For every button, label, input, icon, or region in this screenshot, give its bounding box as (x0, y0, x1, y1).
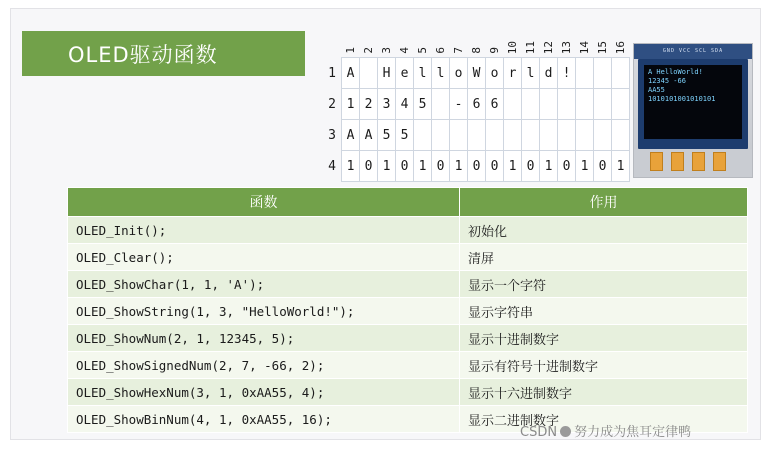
char-grid-cell (558, 120, 576, 151)
char-grid-row-label: 3 (328, 127, 336, 143)
char-grid-cell: l (522, 58, 540, 89)
slide-title-bar (22, 31, 305, 76)
char-grid-cell: o (486, 58, 504, 89)
function-name-cell: OLED_ShowChar(1, 1, 'A'); (68, 271, 460, 298)
char-grid-col-11: 11 (524, 40, 537, 54)
char-grid-cell: 1 (342, 89, 360, 120)
char-grid-cell: 3 (378, 89, 396, 120)
char-grid-row (323, 151, 630, 182)
function-table-inner (67, 187, 748, 433)
char-grid-cell: r (504, 58, 522, 89)
function-desc-cell: 初始化 (460, 217, 748, 244)
char-grid-cell: l (414, 58, 432, 89)
char-grid-cell: 1 (540, 151, 558, 182)
oled-screen-line: 1010101001010101 (648, 95, 716, 103)
char-grid-col-13: 13 (560, 40, 573, 54)
char-grid (323, 31, 630, 182)
table-row (68, 325, 748, 352)
function-desc-cell: 显示十进制数字 (460, 325, 748, 352)
char-grid-col-1: 1 (344, 47, 357, 54)
char-grid-row-label: 1 (328, 65, 336, 81)
oled-pin-header-icon (650, 152, 663, 171)
char-grid-cell (504, 89, 522, 120)
char-grid-cell (594, 120, 612, 151)
function-table-header-fn: 函数 (68, 188, 460, 217)
char-grid-cell: 6 (486, 89, 504, 120)
char-grid-cell (504, 120, 522, 151)
function-name-cell: OLED_ShowNum(2, 1, 12345, 5); (68, 325, 460, 352)
oled-pin-header-icon (713, 152, 726, 171)
char-grid-cell (594, 58, 612, 89)
char-grid-row (323, 89, 630, 120)
char-grid-cell: ! (558, 58, 576, 89)
char-grid-row (323, 58, 630, 89)
char-grid-col-14: 14 (578, 40, 591, 54)
oled-pin-header-icon (671, 152, 684, 171)
char-grid-cell (612, 58, 630, 89)
char-grid-col-9: 9 (488, 47, 501, 54)
function-table-header-row (68, 188, 748, 217)
char-grid-cell: A (342, 120, 360, 151)
char-grid-row-label: 2 (328, 96, 336, 112)
char-grid-cell (432, 120, 450, 151)
char-grid-cell: 4 (396, 89, 414, 120)
char-grid-cell: 0 (594, 151, 612, 182)
char-grid-cell: o (450, 58, 468, 89)
char-grid-cell (432, 89, 450, 120)
char-grid-cell: 0 (468, 151, 486, 182)
oled-board (638, 59, 748, 149)
watermark (520, 421, 691, 440)
char-grid-cell: 6 (468, 89, 486, 120)
function-name-cell: OLED_ShowHexNum(3, 1, 0xAA55, 4); (68, 379, 460, 406)
function-table (67, 187, 747, 433)
char-grid-corner (323, 31, 342, 58)
table-row (68, 244, 748, 271)
char-grid-cell (450, 120, 468, 151)
char-grid-cell: 1 (414, 151, 432, 182)
char-grid-col-7: 7 (452, 47, 465, 54)
watermark-author: 努力成为焦耳定律鸭 (574, 425, 692, 440)
function-name-cell: OLED_Init(); (68, 217, 460, 244)
function-name-cell: OLED_Clear(); (68, 244, 460, 271)
char-grid-cell: 5 (414, 89, 432, 120)
char-grid-table (323, 31, 630, 182)
char-grid-cell: 2 (360, 89, 378, 120)
char-grid-col-5: 5 (416, 47, 429, 54)
watermark-prefix: CSDN (520, 425, 558, 440)
table-row (68, 271, 748, 298)
function-name-cell: OLED_ShowSignedNum(2, 7, -66, 2); (68, 352, 460, 379)
char-grid-cell: 0 (558, 151, 576, 182)
char-grid-cell: 5 (378, 120, 396, 151)
function-name-cell: OLED_ShowBinNum(4, 1, 0xAA55, 16); (68, 406, 460, 433)
char-grid-cell (540, 89, 558, 120)
char-grid-cell: 1 (576, 151, 594, 182)
function-desc-cell: 显示十六进制数字 (460, 379, 748, 406)
oled-screen (644, 65, 742, 139)
table-row (68, 298, 748, 325)
char-grid-cell: 0 (396, 151, 414, 182)
char-grid-col-6: 6 (434, 47, 447, 54)
function-desc-cell: 清屏 (460, 244, 748, 271)
char-grid-cell: A (360, 120, 378, 151)
table-row (68, 379, 748, 406)
oled-screen-line: AA55 (648, 86, 665, 94)
char-grid-row (323, 120, 630, 151)
char-grid-cell (360, 58, 378, 89)
char-grid-cell (468, 120, 486, 151)
char-grid-cell: 0 (486, 151, 504, 182)
slide-canvas (10, 8, 761, 440)
function-desc-cell: 显示有符号十进制数字 (460, 352, 748, 379)
char-grid-cell (576, 58, 594, 89)
char-grid-col-4: 4 (398, 47, 411, 54)
oled-module-photo (633, 43, 753, 178)
char-grid-col-8: 8 (470, 47, 483, 54)
oled-screen-line: 12345 -66 (648, 77, 686, 85)
char-grid-cell: 1 (450, 151, 468, 182)
char-grid-cell: H (378, 58, 396, 89)
char-grid-cell (594, 89, 612, 120)
char-grid-cell (612, 89, 630, 120)
page-title: OLED驱动函数 (68, 42, 218, 67)
char-grid-cell: 1 (612, 151, 630, 182)
oled-screen-line: A HelloWorld! (648, 68, 703, 76)
char-grid-cell (522, 120, 540, 151)
char-grid-cell: 0 (522, 151, 540, 182)
char-grid-cell (522, 89, 540, 120)
oled-pin-header-icon (692, 152, 705, 171)
char-grid-cell: - (450, 89, 468, 120)
table-row (68, 352, 748, 379)
char-grid-cell (576, 89, 594, 120)
function-name-cell: OLED_ShowString(1, 3, "HelloWorld!"); (68, 298, 460, 325)
oled-photo-base (634, 149, 752, 177)
char-grid-cell (414, 120, 432, 151)
char-grid-col-2: 2 (362, 47, 375, 54)
char-grid-cell (612, 120, 630, 151)
char-grid-cell (576, 120, 594, 151)
char-grid-col-10: 10 (506, 40, 519, 54)
char-grid-cell: 1 (504, 151, 522, 182)
function-desc-cell: 显示二进制数字 (460, 406, 748, 433)
char-grid-col-15: 15 (596, 40, 609, 54)
function-desc-cell: 显示一个字符 (460, 271, 748, 298)
char-grid-cell (558, 89, 576, 120)
char-grid-cell: l (432, 58, 450, 89)
char-grid-cell: 0 (432, 151, 450, 182)
char-grid-col-12: 12 (542, 40, 555, 54)
function-desc-cell: 显示字符串 (460, 298, 748, 325)
char-grid-cell (486, 120, 504, 151)
char-grid-col-3: 3 (380, 47, 393, 54)
char-grid-col-16: 16 (614, 40, 627, 54)
char-grid-cell: 1 (378, 151, 396, 182)
char-grid-cell: d (540, 58, 558, 89)
watermark-avatar-icon (560, 426, 571, 437)
char-grid-cell: 5 (396, 120, 414, 151)
char-grid-cell: 0 (360, 151, 378, 182)
char-grid-cell: 1 (342, 151, 360, 182)
oled-pin-labels: GND VCC SCL SDA (634, 44, 752, 59)
char-grid-cell: e (396, 58, 414, 89)
char-grid-col-header-row (323, 31, 630, 58)
function-table-header-desc: 作用 (460, 188, 748, 217)
char-grid-cell: W (468, 58, 486, 89)
char-grid-cell: A (342, 58, 360, 89)
char-grid-cell (540, 120, 558, 151)
char-grid-row-label: 4 (328, 158, 336, 174)
table-row (68, 217, 748, 244)
